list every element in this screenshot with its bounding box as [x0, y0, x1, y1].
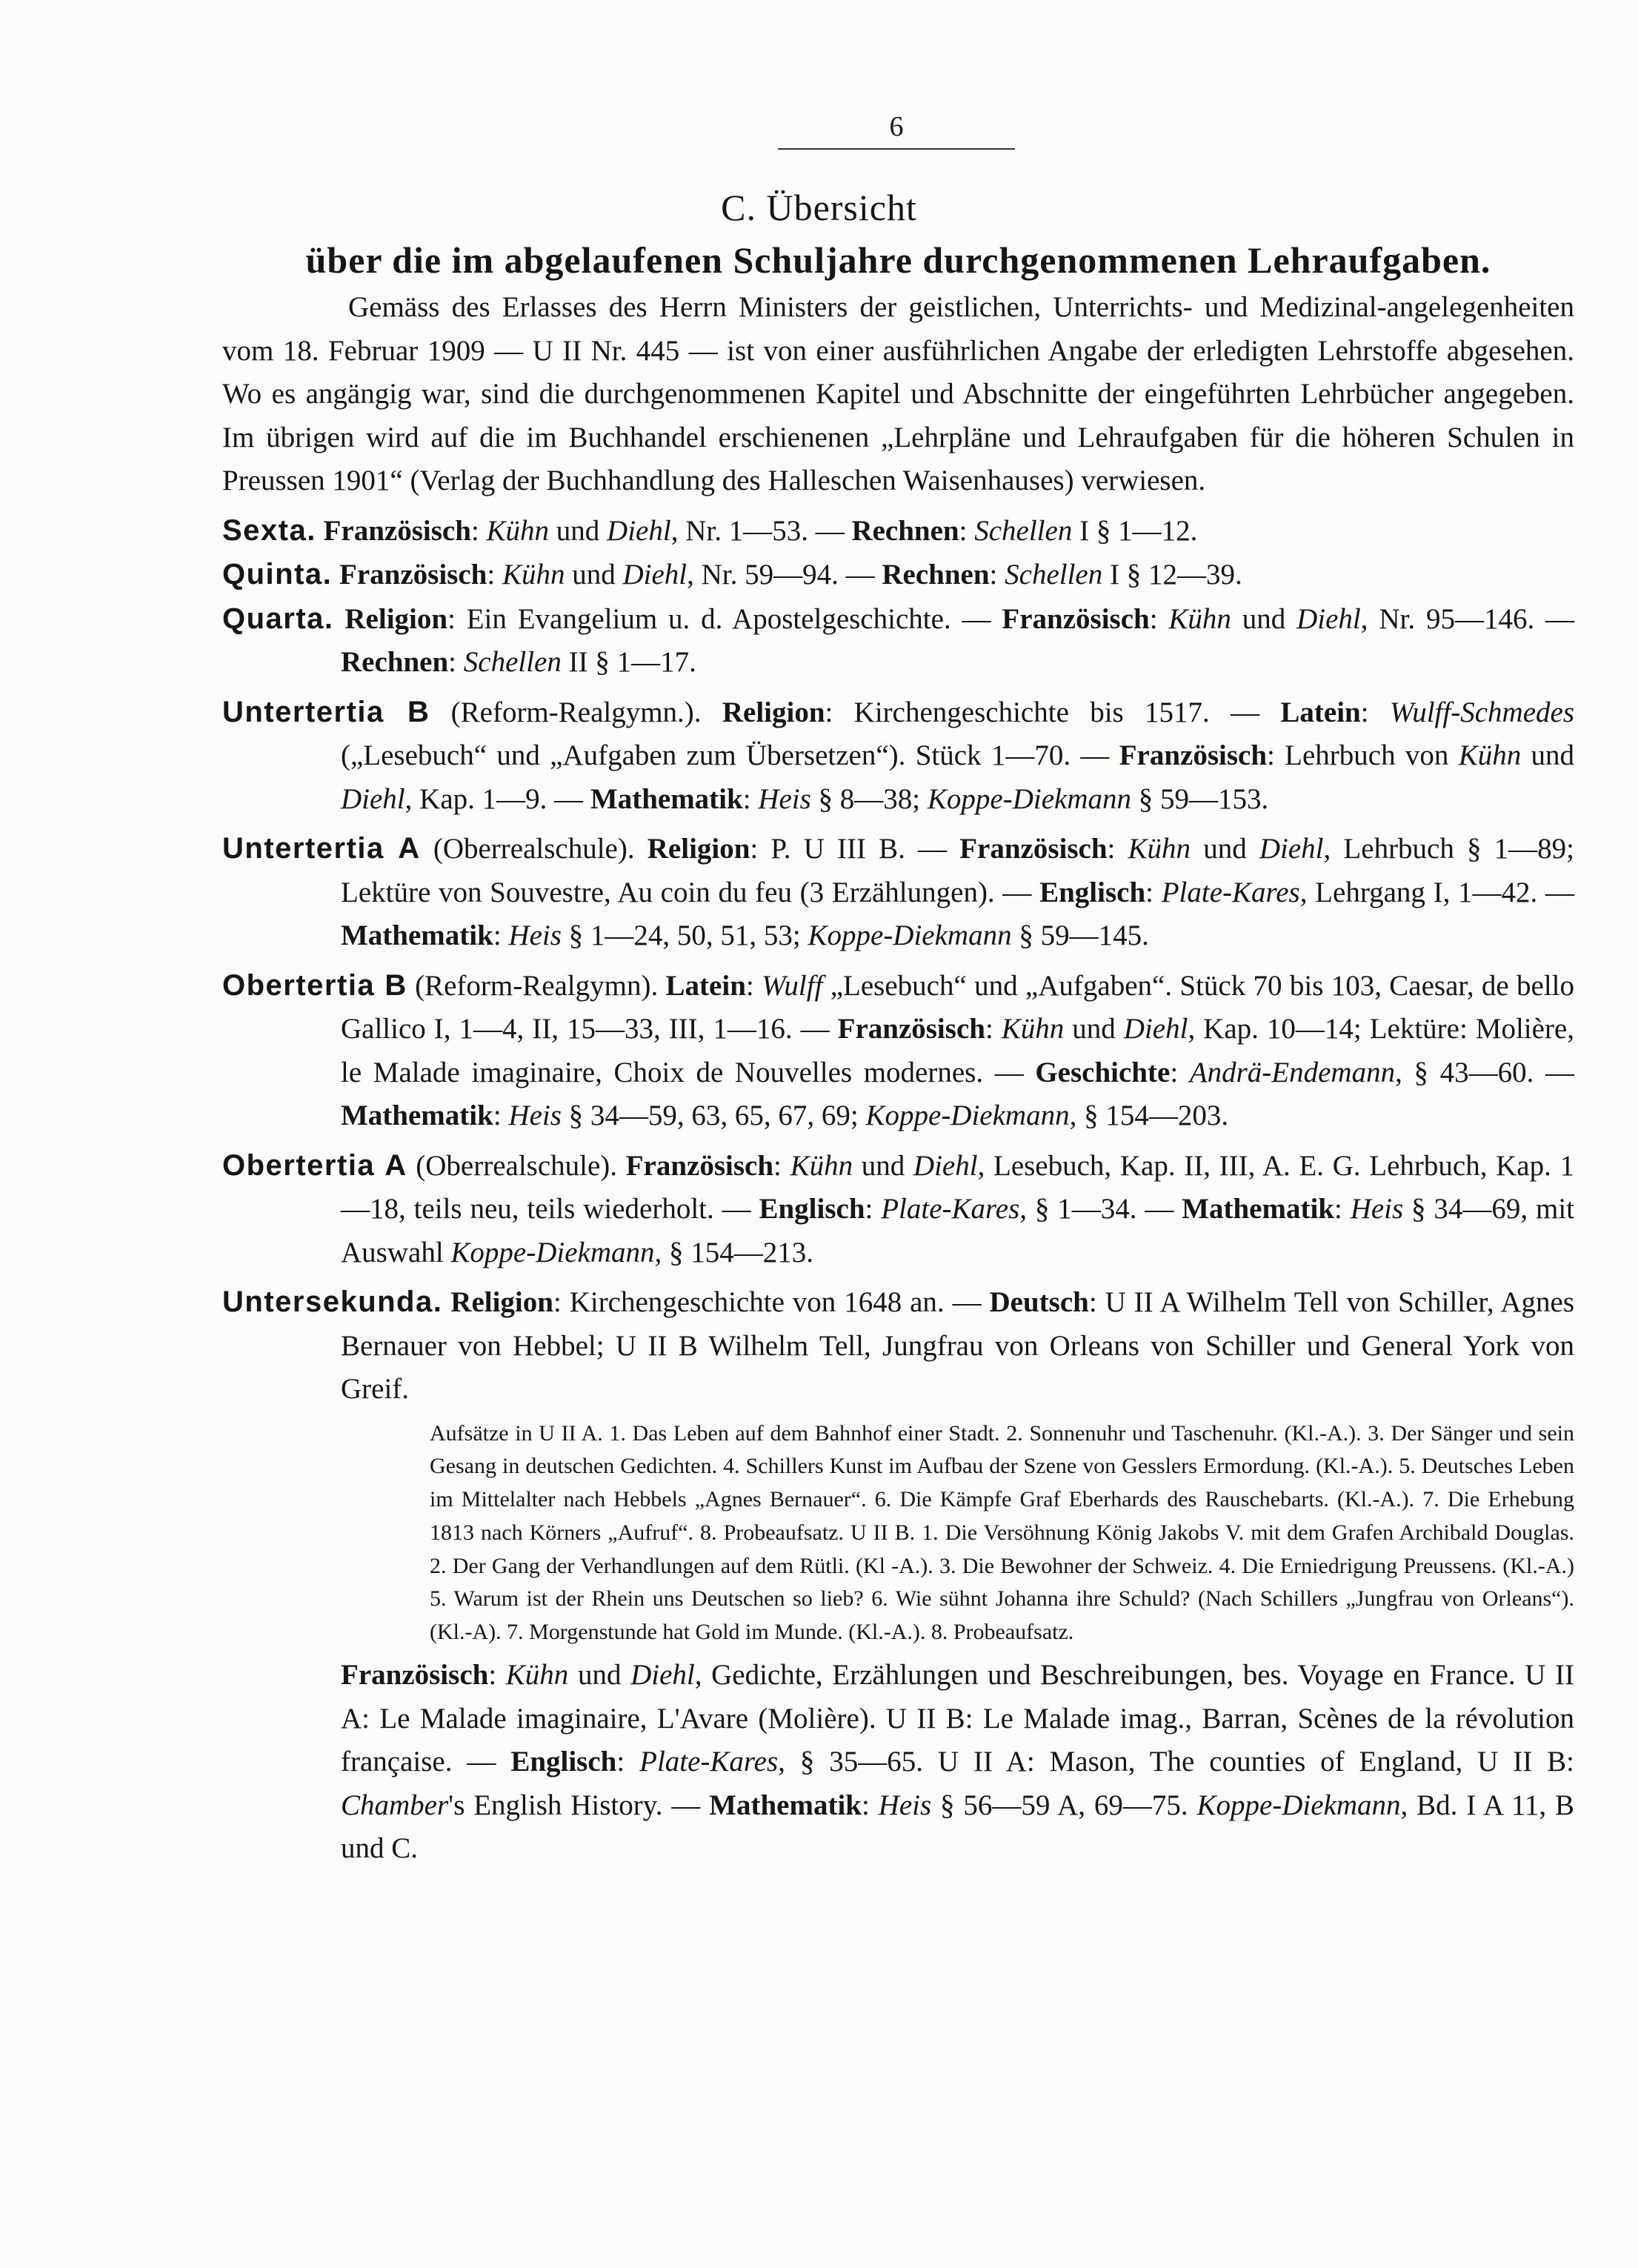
subject-label: Französisch [339, 559, 487, 591]
book-title: Andrä-Endemann [1189, 1056, 1396, 1088]
text: : [1170, 1056, 1190, 1088]
class-title: Sexta. [222, 513, 316, 547]
book-title: Chamber [341, 1789, 449, 1821]
text: § 59—153. [1131, 782, 1269, 815]
text: und [565, 559, 623, 591]
text: : [745, 969, 762, 1002]
subject-label: Religion [647, 833, 750, 865]
text: : [1107, 833, 1128, 865]
subject-label: Französisch [837, 1013, 985, 1045]
entry-sexta [222, 509, 1574, 553]
text: : [616, 1746, 640, 1778]
subject-label: Religion [450, 1286, 553, 1318]
subject-label: Mathematik [341, 919, 493, 951]
text: , Nr. 59—94. — [687, 559, 882, 591]
text: : [959, 514, 975, 547]
book-title: Kühn [1128, 833, 1191, 865]
text: : [488, 1659, 506, 1692]
subject-label: Mathematik [341, 1100, 493, 1131]
book-title: Koppe-Diekmann, [865, 1100, 1077, 1131]
book-title: Wulff-Schmedes [1389, 696, 1574, 728]
section-subheading: über die im abgelaufenen Schuljahre durchgenommenen Lehraufgaben. [305, 239, 1491, 281]
text: : [493, 919, 509, 951]
text: : P. U III B. — [750, 833, 960, 865]
book-title: Diehl [1259, 833, 1324, 865]
text: , Nr. 1—53. — [670, 514, 852, 547]
text: 's English History. — [448, 1789, 710, 1821]
subject-label: Französisch [341, 1659, 489, 1692]
text: , Gedichte, Erzählungen und Beschreibungen, bes. Voyage en France. U II A: Le Malade imaginaire, L'Avare (Molière). U II B: Le Malade imag., Barran, Scènes de la révolution française. — [341, 1659, 1574, 1778]
subject-label: Englisch [1039, 876, 1146, 908]
subject-label: Französisch [323, 514, 471, 547]
class-title: Untersekunda. [222, 1286, 443, 1318]
document-body [222, 286, 1574, 1871]
text: : Kirchengeschichte von 1648 an. — [553, 1286, 990, 1318]
text: § 1—24, 50, 51, 53; [561, 919, 808, 951]
subject-label: Französisch [1002, 602, 1150, 635]
text: (Oberrealschule). [407, 1149, 626, 1182]
text: § 35—65. U II A: Mason, The counties of England, U II B: [785, 1746, 1574, 1778]
entry-obertertia-b [222, 964, 1574, 1138]
text: : [1360, 696, 1390, 728]
text: , Lehrbuch § 1—89; Lektüre von Souvestre, Au coin du feu (3 Erzählungen). — [341, 833, 1575, 908]
text: , Lesebuch, Kap. II, III, A. E. G. Lehrbuch, Kap. 1—18, teils neu, teils wiederholt. — [341, 1149, 1575, 1225]
book-title: Heis [878, 1789, 932, 1821]
text: : [985, 1013, 1002, 1045]
book-title: Plate-Kares, [639, 1746, 785, 1778]
text: , Nr. 95—146. — [1360, 602, 1575, 635]
text: Bd. I A 11, B und C. [341, 1789, 1574, 1865]
text: und [1231, 602, 1297, 635]
book-title: Kühn [1001, 1013, 1065, 1045]
entry-untertertia-a [222, 827, 1574, 958]
subject-label: Mathematik [1182, 1193, 1334, 1225]
text: § 34—59, 63, 65, 67, 69; [561, 1100, 866, 1131]
subject-label: Französisch [1119, 739, 1268, 771]
text: § 59—145. [1011, 919, 1149, 951]
subject-label: Geschichte [1035, 1056, 1171, 1088]
text: und [568, 1659, 631, 1692]
book-title: Schellen [974, 514, 1073, 547]
subject-label: Latein [665, 969, 746, 1002]
subject-label: Rechnen [882, 559, 990, 591]
text: und [549, 514, 607, 547]
text: : [470, 514, 487, 547]
text: : [448, 646, 464, 678]
book-title: Plate-Kares, [881, 1193, 1027, 1225]
book-title: Kühn [1168, 602, 1231, 635]
entry-obertertia-a [222, 1144, 1574, 1275]
entry-quarta [222, 597, 1574, 685]
subject-label: Religion [722, 696, 825, 728]
subject-label: Englisch [759, 1193, 865, 1225]
text [442, 1286, 450, 1318]
book-title: Plate-Kares [1161, 876, 1300, 908]
entry-untersekunda [222, 1280, 1574, 1411]
subject-label: Rechnen [341, 646, 449, 678]
entry-untersekunda-continued [222, 1654, 1574, 1871]
subject-label: Mathematik [709, 1789, 862, 1821]
class-title: Obertertia A [222, 1148, 407, 1182]
text: I § 1—12. [1072, 514, 1198, 547]
text: , Kap. 1—9. — [404, 782, 590, 815]
text: : Lehrbuch von [1267, 739, 1459, 771]
book-title: Koppe-Diekmann, [1196, 1789, 1408, 1821]
subject-label: Französisch [959, 833, 1108, 865]
text: II § 1—17. [561, 646, 696, 678]
text: : [865, 1193, 882, 1225]
intro-paragraph: Gemäss des Erlasses des Herrn Ministers der geistlichen, Unterrichts- und Medizinal-angelegenheiten vom 18. Februar 1909 — U II Nr. 445 — ist von einer ausführlichen Angabe der erledigten Lehrstoffe abgesehen. Wo es angängig war, sind die durchgenommenen Kapitel und Abschnitte der eingeführten Lehrbücher angegeben. Im übrigen wird auf die im Buchhandel erschienenen „Lehrpläne und Lehraufgaben für die höheren Schulen in Preussen 1901“ (Verlag der Buchhandlung des Halleschen Waisenhauses) verwiesen. [222, 291, 1574, 496]
text: und [1064, 1013, 1124, 1045]
book-title: Heis [758, 782, 811, 815]
text: : [1334, 1193, 1351, 1225]
text: und [1521, 739, 1575, 771]
entry-quinta [222, 553, 1574, 597]
book-title: Diehl [630, 1659, 695, 1692]
text: („Lesebuch“ und „Aufgaben zum Übersetzen“). Stück 1—70. — [341, 739, 1119, 771]
book-title: Koppe-Diekmann, [450, 1236, 662, 1268]
book-title: Koppe-Diekmann [808, 919, 1012, 951]
entry-untertertia-b [222, 691, 1574, 822]
book-title: Kühn [486, 514, 550, 547]
text: und [1191, 833, 1259, 865]
text: § 34—69, mit Auswahl [341, 1193, 1575, 1268]
text: : Ein Evangelium u. d. Apostelgeschichte. — [447, 602, 1002, 635]
book-title: Diehl [622, 559, 688, 591]
text: (Reform-Realgymn). [407, 969, 666, 1002]
header-rule [778, 148, 1015, 150]
subject-label: Rechnen [851, 514, 959, 547]
aufsaetze-list: Aufsätze in U II A. 1. Das Leben auf dem Bahnhof einer Stadt. 2. Sonnenuhr und Taschenuhr. (Kl.-A.). 3. Der Sänger und sein Gesang in deutschen Gedichten. 4. Schillers Kunst im Aufbau der Szene von Gesslers Ermordung. (Kl.-A.). 5. Deutsches Leben im Mittelalter nach Hebbels „Agnes Bernauer“. 6. Die Kämpfe Graf Eberhards des Rauschebarts. (Kl.-A.). 7. Die Erhebung 1813 nach Körners „Aufruf“. 8. Probeaufsatz. U II B. 1. Die Versöhnung König Jakobs V. mit dem Grafen Archibald Douglas. 2. Der Gang der Verhandlungen auf dem Rütli. (Kl -A.). 3. Die Bewohner der Schweiz. 4. Die Erniedrigung Preussens. (Kl.-A.) 5. Warum ist der Rhein uns Deutschen so lieb? 6. Wie sühnt Johanna ihre Schuld? (Nach Schillers „Jungfrau von Orleans“). (Kl.-A). 7. Morgenstunde hat Gold im Munde. (Kl.-A.). 8. Probeaufsatz. [430, 1420, 1574, 1645]
text: § 8—38; [810, 782, 928, 815]
book-title: Kühn [502, 559, 565, 591]
class-title: Obertertia B [222, 968, 407, 1002]
text: : [1149, 602, 1169, 635]
text: (Oberrealschule). [420, 833, 647, 865]
subject-label: Latein [1280, 696, 1361, 728]
book-title: Kühn [1458, 739, 1522, 771]
book-title: Diehl [607, 514, 671, 547]
book-title: Kühn [505, 1659, 569, 1692]
subject-label: Englisch [510, 1746, 617, 1778]
subject-label: Religion [344, 602, 448, 635]
text: : [861, 1789, 879, 1821]
book-title: Schellen [1005, 559, 1103, 591]
book-title: Schellen [463, 646, 562, 678]
subject-label: Mathematik [590, 782, 743, 815]
text: „Lesebuch“ und „Aufgaben“. Stück 70 bis 103, Caesar, de bello Gallico I, 1—4, II, 15—33, III, 1—16. — [341, 969, 1574, 1045]
text: § 1—34. — [1027, 1193, 1182, 1225]
book-title: Diehl [1123, 1013, 1188, 1045]
section-heading: C. Übersicht [721, 187, 917, 228]
text: : [742, 782, 759, 815]
subject-label: Französisch [625, 1149, 774, 1182]
book-title: Heis [508, 1100, 562, 1131]
text: I § 12—39. [1102, 559, 1242, 591]
page-number: 6 [889, 111, 904, 142]
book-title: Koppe-Diekmann [927, 782, 1131, 815]
class-title: Untertertia A [222, 832, 421, 865]
book-title: Kühn [790, 1149, 853, 1182]
book-title: Diehl [341, 782, 405, 815]
text: , Kap. 10—14; Lektüre: Molière, le Malade imaginaire, Choix de Nouvelles modernes. — [341, 1013, 1575, 1088]
book-title: Wulff [762, 969, 823, 1002]
text: , Lehrgang I, 1—42. — [1299, 876, 1574, 908]
class-title: Untertertia B [222, 695, 430, 728]
text: : Kirchengeschichte bis 1517. — [825, 696, 1281, 728]
book-title: Heis [1350, 1193, 1404, 1225]
text: § 154—203. [1076, 1100, 1229, 1131]
text: : [989, 559, 1005, 591]
subject-label: Deutsch [989, 1286, 1089, 1318]
text: , § 43—60. — [1395, 1056, 1575, 1088]
text: : [487, 559, 502, 591]
text: : U II A Wilhelm Tell von Schiller, Agnes Bernauer von Hebbel; U II B Wilhelm Tell, Jungfrau von Orleans von Schiller und General York von Greif. [341, 1286, 1575, 1405]
text: § 56—59 A, 69—75. [931, 1789, 1197, 1821]
class-title: Quinta. [222, 558, 333, 591]
text: : [1145, 876, 1162, 908]
class-title: Quarta. [222, 602, 334, 635]
book-title: Diehl [913, 1149, 978, 1182]
text: § 154—213. [662, 1236, 814, 1268]
text: : [493, 1100, 509, 1131]
text: : [773, 1149, 790, 1182]
text: (Reform-Realgymn.). [430, 696, 722, 728]
book-title: Diehl [1296, 602, 1361, 635]
book-title: Heis [508, 919, 562, 951]
text: und [853, 1149, 913, 1182]
